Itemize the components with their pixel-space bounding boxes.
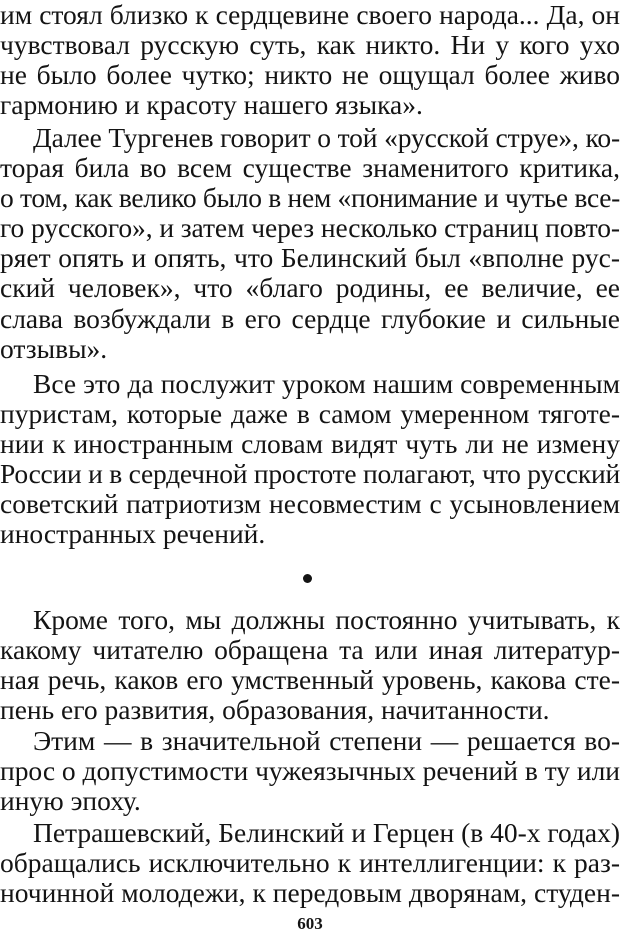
paragraph-1: [0, 0, 620, 120]
text-line: Все это да послужит уроком нашим современным: [33, 368, 620, 399]
text-line: отзывы».: [0, 332, 108, 364]
text-line: Петрашевский, Белинский и Герцен (в 40-х годах): [33, 817, 620, 848]
text-line: торая била во всем существе знаменитого критика,: [0, 152, 620, 184]
paragraph-5: [0, 726, 620, 816]
page-number: 603: [297, 914, 323, 933]
text-line: гармонию и красоту нашего языка».: [0, 89, 423, 121]
paragraph-4: [0, 605, 620, 725]
text-line: Далее Тургенев говорит о той «русской струе», ко-: [33, 122, 620, 153]
text-line: о том, как велико было в нем «понимание и чутье все-: [0, 182, 620, 214]
text-line: чувствовал русскую суть, как никто. Ни у кого ухо: [0, 29, 620, 61]
text-line: пуристам, которые даже в самом умеренном тяготе-: [0, 398, 620, 430]
text-line: пень его развития, образования, начитанности.: [0, 694, 550, 726]
text-line: им стоял близко к сердцевине своего народа... Да, он: [0, 0, 620, 30]
text-line: советский патриотизм несовместим с усыновлением: [0, 488, 620, 520]
text-line: ная речь, каков его умственный уровень, какова сте-: [0, 664, 620, 696]
text-line: иную эпоху.: [0, 785, 141, 817]
text-line: прос о допустимости чужеязычных речений в ту или: [0, 755, 620, 787]
text-line: какому читателю обращена та или иная литератур-: [0, 634, 620, 666]
section-separator-dot: [303, 574, 312, 583]
text-line: ночинной молодежи, к передовым дворянам, студен-: [0, 877, 620, 909]
paragraph-3: [0, 369, 620, 550]
text-line: Кроме того, мы должны постоянно учитывать, к: [33, 604, 620, 635]
text-line: России и в сердечной простоте полагают, что русский: [0, 458, 620, 490]
paragraph-6: [0, 818, 620, 908]
text-line: ряет опять и опять, что Белинский был «вполне рус-: [0, 242, 620, 274]
text-line: обращались исключительно к интеллигенции: к раз-: [0, 847, 620, 879]
text-line: Этим — в значительной степени — решается во-: [33, 725, 620, 756]
text-line: го русского», и затем через несколько страниц повто-: [0, 212, 620, 244]
text-line: иностранных речений.: [0, 518, 266, 550]
text-line: ский человек», что «благо родины, ее величие, ее: [0, 272, 620, 304]
text-line: слава возбуждали в его сердце глубокие и сильные: [0, 302, 620, 334]
paragraph-2: [0, 123, 620, 364]
text-line: не было более чутко; никто не ощущал более живо: [0, 59, 620, 91]
text-line: нии к иностранным словам видят чуть ли не измену: [0, 428, 620, 460]
